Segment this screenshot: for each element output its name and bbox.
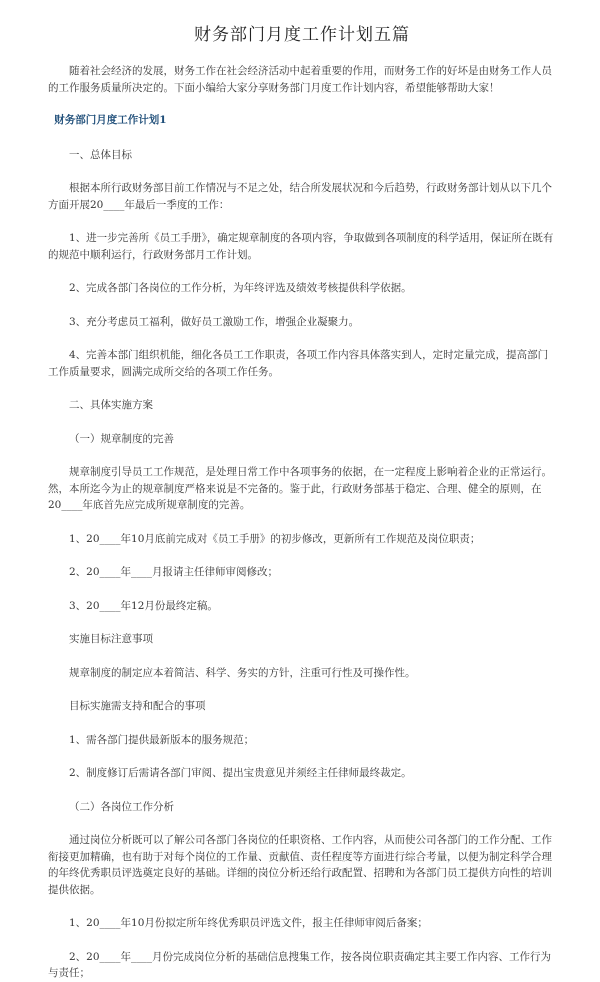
body-paragraph: 通过岗位分析既可以了解公司各部门各岗位的任职资格、工作内容，从而使公司各部门的工作分配、工作衔接更加精确，也有助于对每个岗位的工作量、贡献值、责任程度等方面进行综合考量，以便为制定科学合理的年终优秀职员评选奠定良好的基础。详细的岗位分析还给行政配置、招聘和为各部门员工提供方向性的培训提供依据。 [48,834,552,896]
heading-implementation: 二、具体实施方案 [69,399,153,411]
body-paragraph: 规章制度的制定应本着简洁、科学、务实的方针，注重可行性及可操作性。 [69,666,416,679]
subheading-job-analysis: （二）各岗位工作分析 [69,800,174,813]
list-item: 1、需各部门提供最新版本的服务规范； [69,733,255,746]
list-item: 2、20____年____月报请主任律师审阅修改； [69,566,279,578]
list-item: 1、20____年10月份拟定所年终优秀职员评选文件，报主任律师审阅后备案； [69,917,428,929]
heading-overall-goal: 一、总体目标 [69,148,132,161]
list-item: 1、20____年10月底前完成对《员工手册》的初步修改，更新所有工作规范及岗位职责； [69,532,481,545]
document-title: 财务部门月度工作计划五篇 [194,25,410,45]
section-heading: 财务部门月度工作计划1 [54,114,167,126]
body-paragraph: 根据本所行政财务部目前工作情况与不足之处，结合所发展状况和今后趋势，行政财务部计划从以下几个方面开展20____年最后一季度的工作： [48,182,552,211]
list-item: 2、20____年____月份完成岗位分析的基础信息搜集工作，按各岗位职责确定其主要工作内容、工作行为与责任； [48,950,552,979]
subheading-rules: （一）规章制度的完善 [69,432,174,445]
body-paragraph: 规章制度引导员工工作规范，是处理日常工作中各项事务的依据，在一定程度上影响着企业的正常运行。然，本所迄今为止的规章制度严格来说是不完备的。鉴于此，行政财务部基于稳定、合理、健全的原则，在20____年底首先应完成所规章制度的完善。 [48,466,552,511]
list-item: 4、完善本部门组织机能，细化各员工工作职责，各项工作内容具体落实到人，定时定量完成，提高部门工作质量要求，圆满完成所交给的各项工作任务。 [48,349,549,378]
intro-paragraph: 随着社会经济的发展，财务工作在社会经济活动中起着重要的作用，而财务工作的好坏是由财务工作人员的工作服务质量所决定的。下面小编给大家分享财务部门月度工作计划内容，希望能够帮助大家！ [48,65,552,94]
list-item: 3、充分考虑员工福利，做好员工激励工作，增强企业凝聚力。 [69,315,360,328]
subheading-notes: 实施目标注意事项 [69,633,153,645]
list-item: 3、20____年12月份最终定稿。 [69,599,218,612]
list-item: 1、进一步完善所《员工手册》，确定规章制度的各项内容，争取做到各项制度的科学适用，保证所在既有的规范中顺利运行，行政财务部月工作计划。 [48,232,554,261]
list-item: 2、完成各部门各岗位的工作分析，为年终评选及绩效考核提供科学依据。 [69,282,412,294]
subheading-support: 目标实施需支持和配合的事项 [69,700,206,712]
list-item: 2、制度修订后需请各部门审阅、提出宝贵意见并须经主任律师最终裁定。 [69,767,412,779]
